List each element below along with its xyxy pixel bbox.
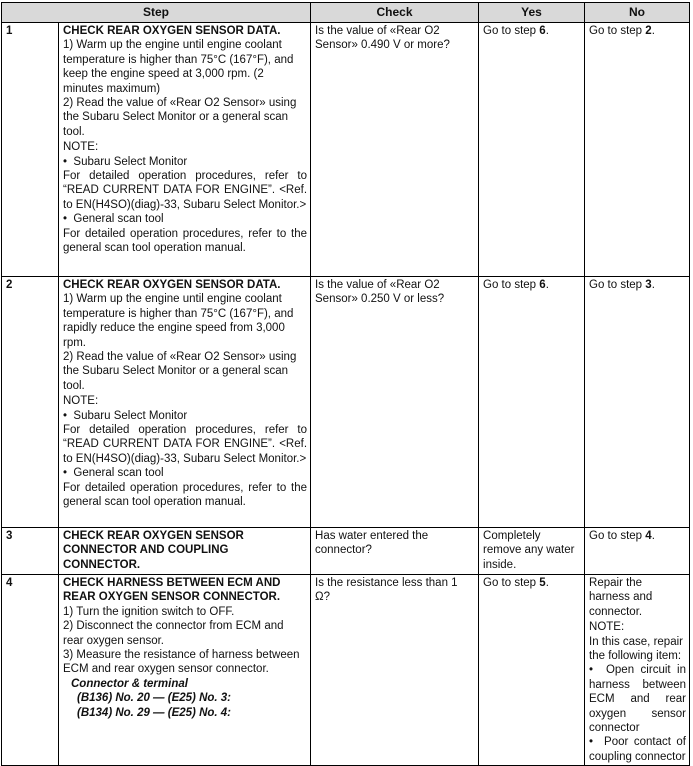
no-note-label: NOTE: <box>589 621 625 634</box>
yes-cell: Completely remove any water inside. <box>479 528 585 575</box>
note-bullet: • General scan tool <box>63 212 307 226</box>
yes-suffix: . <box>545 279 549 291</box>
yes-prefix: Go to step <box>483 279 540 291</box>
step-item: 1) Warm up the engine until engine coolant temperature is higher than 75°C (167°F), and keep the engine speed at 3,000 rpm. (2 minutes maximum) <box>63 39 294 95</box>
step-number: 4 <box>2 575 59 766</box>
step-cell <box>59 277 311 528</box>
step-cell <box>59 23 311 277</box>
no-cell <box>585 277 690 528</box>
step-item: 1) Warm up the engine until engine coolant temperature is higher than 75°C (167°F), and rapidly reduce the engine speed from 3,000 rpm. <box>63 293 294 349</box>
table-row <box>2 277 690 528</box>
no-action: Repair the harness and connector. <box>589 577 653 618</box>
note-text: For detailed operation procedures, refer to “READ CURRENT DATA FOR ENGINE”. <Ref. to EN(H4SO)(diag)-33, Subaru Select Monitor.> <box>63 170 308 211</box>
check-cell: Is the resistance less than 1 Ω? <box>311 575 479 766</box>
step-number: 1 <box>2 23 59 277</box>
header-check: Check <box>311 3 479 23</box>
note-text: For detailed operation procedures, refer to the general scan tool operation manual. <box>63 481 308 509</box>
no-note-bullet: • Poor contact of coupling connector <box>589 735 686 764</box>
check-cell: Is the value of «Rear O2 Sensor» 0.250 V or less? <box>311 277 479 528</box>
yes-cell <box>479 277 585 528</box>
connector-terminal-line: (B134) No. 29 — (E25) No. 4: <box>77 706 232 719</box>
check-cell: Has water entered the connector? <box>311 528 479 575</box>
step-item: 3) Measure the resistance of harness between ECM and rear oxygen sensor connector. <box>63 649 300 676</box>
step-cell <box>59 575 311 766</box>
check-cell: Is the value of «Rear O2 Sensor» 0.490 V or more? <box>311 23 479 277</box>
no-cell <box>585 575 690 766</box>
no-note-text: In this case, repair the following item: <box>589 635 683 663</box>
step-title: CHECK HARNESS BETWEEN ECM AND REAR OXYGEN SENSOR CONNECTOR. <box>63 577 281 604</box>
connector-terminal-label: Connector & terminal <box>71 677 188 690</box>
note-text: For detailed operation procedures, refer to the general scan tool operation manual. <box>63 227 308 255</box>
header-no: No <box>585 3 690 23</box>
no-cell <box>585 528 690 575</box>
yes-step-ref: 6 <box>539 279 546 291</box>
yes-prefix: Go to step <box>483 577 540 589</box>
no-step-ref: 3 <box>645 279 652 291</box>
step-title: CHECK REAR OXYGEN SENSOR DATA. <box>63 25 281 37</box>
header-row <box>2 3 690 23</box>
note-bullet: • General scan tool <box>63 466 307 480</box>
no-cell <box>585 23 690 277</box>
no-step-ref: 2 <box>645 25 652 37</box>
step-item: 2) Read the value of «Rear O2 Sensor» using the Subaru Select Monitor or a general scan tool. <box>63 351 297 392</box>
no-suffix: . <box>651 530 655 542</box>
no-step-ref: 4 <box>645 530 652 542</box>
step-item: 2) Disconnect the connector from ECM and rear oxygen sensor. <box>63 620 284 647</box>
yes-suffix: . <box>545 577 549 589</box>
step-cell <box>59 528 311 575</box>
no-prefix: Go to step <box>589 530 646 542</box>
no-suffix: . <box>651 25 655 37</box>
no-prefix: Go to step <box>589 25 646 37</box>
note-bullet: • Subaru Select Monitor <box>63 155 307 169</box>
connector-terminal-line: (B136) No. 20 — (E25) No. 3: <box>77 692 232 705</box>
step-item: 2) Read the value of «Rear O2 Sensor» using the Subaru Select Monitor or a general scan tool. <box>63 97 297 138</box>
diagnostic-table <box>1 2 690 766</box>
header-step: Step <box>2 3 311 23</box>
note-text: For detailed operation procedures, refer to “READ CURRENT DATA FOR ENGINE”. <Ref. to EN(H4SO)(diag)-33, Subaru Select Monitor.> <box>63 424 308 465</box>
yes-cell <box>479 575 585 766</box>
step-number: 2 <box>2 277 59 528</box>
note-bullet: • Subaru Select Monitor <box>63 409 307 423</box>
step-number: 3 <box>2 528 59 575</box>
header-yes: Yes <box>479 3 585 23</box>
yes-suffix: . <box>545 25 549 37</box>
table-row <box>2 23 690 277</box>
step-title: CHECK REAR OXYGEN SENSOR DATA. <box>63 279 281 291</box>
yes-step-ref: 6 <box>539 25 546 37</box>
table-row <box>2 528 690 575</box>
no-note-bullet: • Open circuit in harness between ECM and rear oxygen sensor connector <box>589 663 686 735</box>
step-item: 1) Turn the ignition switch to OFF. <box>63 605 235 618</box>
yes-step-ref: 5 <box>539 577 546 589</box>
step-title: CHECK REAR OXYGEN SENSOR CONNECTOR AND COUPLING CONNECTOR. <box>63 530 244 571</box>
no-prefix: Go to step <box>589 279 646 291</box>
procedure-document <box>1 2 690 766</box>
note-label: NOTE: <box>63 395 99 408</box>
note-label: NOTE: <box>63 141 99 154</box>
yes-prefix: Go to step <box>483 25 540 37</box>
no-suffix: . <box>651 279 655 291</box>
table-row <box>2 575 690 766</box>
yes-cell <box>479 23 585 277</box>
